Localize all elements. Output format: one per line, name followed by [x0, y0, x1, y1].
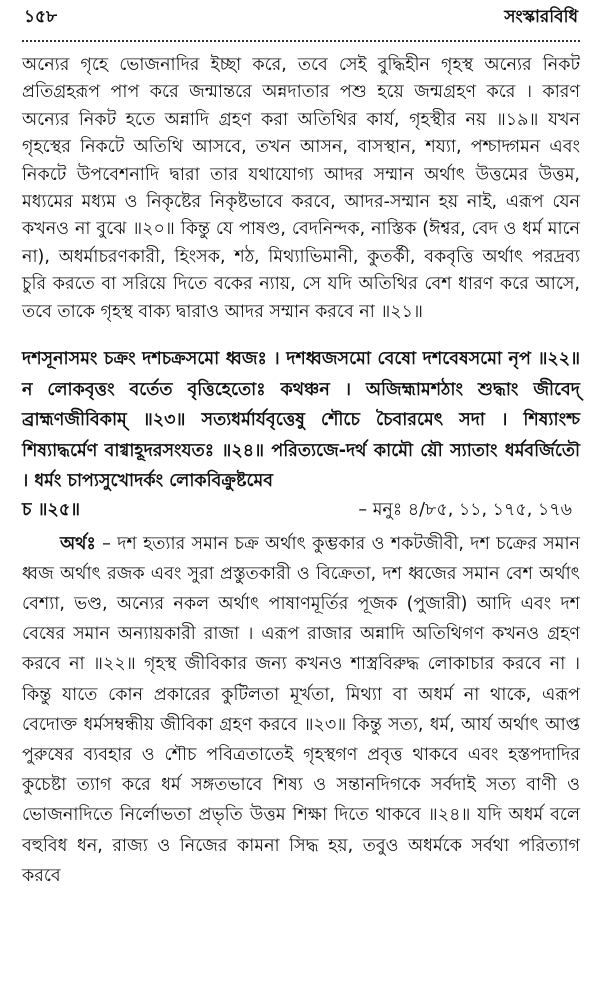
body-paragraph: অন্যের গৃহে ভোজনাদির ইচ্ছা করে, তবে সেই বুদ্ধিহীন গৃহস্থ অন্যের নিকট প্রতিগ্রহরূপ পাপ করে জন্মান্তরে অন্নদাতার পশু হয়ে জন্মগ্রহণ করে । কারণ অন্যের নিকট হতে অন্নাদি গ্রহণ করা অতিথির কার্য, গৃহস্থীর নয় ॥১৯॥ যখন গৃহস্থের নিকটে অতিথি আসবে, তখন আসন, বাসস্থান, শয্যা, পশ্চাদ্গমন এবং নিকটে উপবেশনাদি দ্বারা তার যথাযোগ্য আদর সম্মান অর্থাৎ উত্তমের উত্তম, মধ্যমের মধ্যম ও নিকৃষ্টের নিকৃষ্টভাবে করবে, আদর-সম্মান হয় নাই, এরূপ যেন কখনও না বুঝে ॥২০॥ কিন্তু যে পাষণ্ড, বেদনিন্দক, নাস্তিক (ঈশ্বর, বেদ ও ধর্ম মানে না), অধর্মাচরণকারী, হিংসক, শঠ, মিথ্যাভিমানী, কুতর্কী, বকবৃত্তি অর্থাৎ পরদ্রব্য চুরি করতে বা সরিয়ে দিতে বকের ন্যায়, সে যদি অতিথির বেশ ধারণ করে আসে, তবে তাকে গৃহস্থ বাক্য দ্বারাও আদর সম্মান করবে না ॥২১॥: [22, 55, 580, 322]
verse-end: চ ॥২৫॥: [22, 499, 81, 520]
meaning-text: – দশ হত্যার সমান চক্র অর্থাৎ কুম্ভকার ও শকটজীবী, দশ চক্রের সমান ধ্বজ অর্থাৎ রজক এবং সুরা প্রস্তুতকারী ও বিক্রেতা, দশ ধ্বজের সমান বেশ অর্থাৎ বেশ্যা, ভণ্ড, অন্যের নকল অর্থাৎ পাষাণমূর্তির পূজক (পুজারী) আদি এবং দশ বেষের সমান অন্যায়কারী রাজা । এরূপ রাজার অন্নাদি অতিথিগণ কখনও গ্রহণ করবে না ॥২২॥ গৃহস্থ জীবিকার জন্য কখনও শাস্ত্রবিরুদ্ধ লোকাচার করবে না । কিন্তু যাতে কোন প্রকারের কুটিলতা মূর্খতা, মিথ্যা বা অধর্ম না থাকে, এরূপ বেদোক্ত ধর্মসম্বন্ধীয় জীবিকা গ্রহণ করবে ॥২৩॥ কিন্তু সত্য, ধর্ম, আর্য অর্থাৎ আপ্ত পুরুষের ব্যবহার ও শৌচ পবিত্রতাতেই গৃহস্থগণ প্রবৃত্ত থাকবে এবং হস্তপদাদির কুচেষ্টা ত্যাগ করে ধর্ম সঙ্গতভাবে শিষ্য ও সন্তানদিগকে সর্বদাই সত্য বাণী ও ভোজনাদিতে নির্লোভতা প্রভৃতি উত্তম শিক্ষা দিতে থাকবে ॥২৪॥ যদি অধর্ম বলে বহুবিধ ধন, রাজ্য ও নিজের কামনা সিদ্ধ হয়, তবুও অধর্মকে সর্বথা পরিত্যাগ করবে: [22, 533, 580, 886]
header-divider: [22, 40, 580, 42]
verse-citation-line: [22, 497, 580, 523]
page-number: ১৫৮: [24, 7, 58, 27]
page-header: [22, 4, 580, 34]
sanskrit-verse: দশসূনাসমং চক্রং দশচক্রসমো ধ্বজঃ । দশধ্বজসমো বেষো দশবেষসমো নৃপ ॥২২॥ ন লোকবৃত্তং বর্তেত বৃত্তিহেতোঃ কথঞ্চন । অজিহ্মামশঠাং শুদ্ধাং জীবেদ্ ব্রাহ্মণজীবিকাম্ ॥২৩॥ সত্যধর্মার্যবৃত্তেষু শৌচে চৈবারমেৎ সদা । শিষ্যাংশ্চ শিষ্যাদ্ধর্মেণ বাগ্বাহূদরসংযতঃ ॥২৪॥ পরিত্যজে-দর্থ কামৌ য়ৌ স্যাতাং ধর্মবর্জিতৌ । ধর্মং চাপ্যসুখোদর্কং লোকবিক্রুষ্টমেব: [22, 349, 580, 492]
running-title: সংস্কারবিধি: [504, 7, 578, 27]
verse-source: – মনুঃ ৪/৮৫, ১১, ১৭৫, ১৭৬: [358, 499, 572, 520]
meaning-paragraph: [22, 529, 580, 891]
meaning-label: অর্থঃ: [60, 533, 96, 554]
